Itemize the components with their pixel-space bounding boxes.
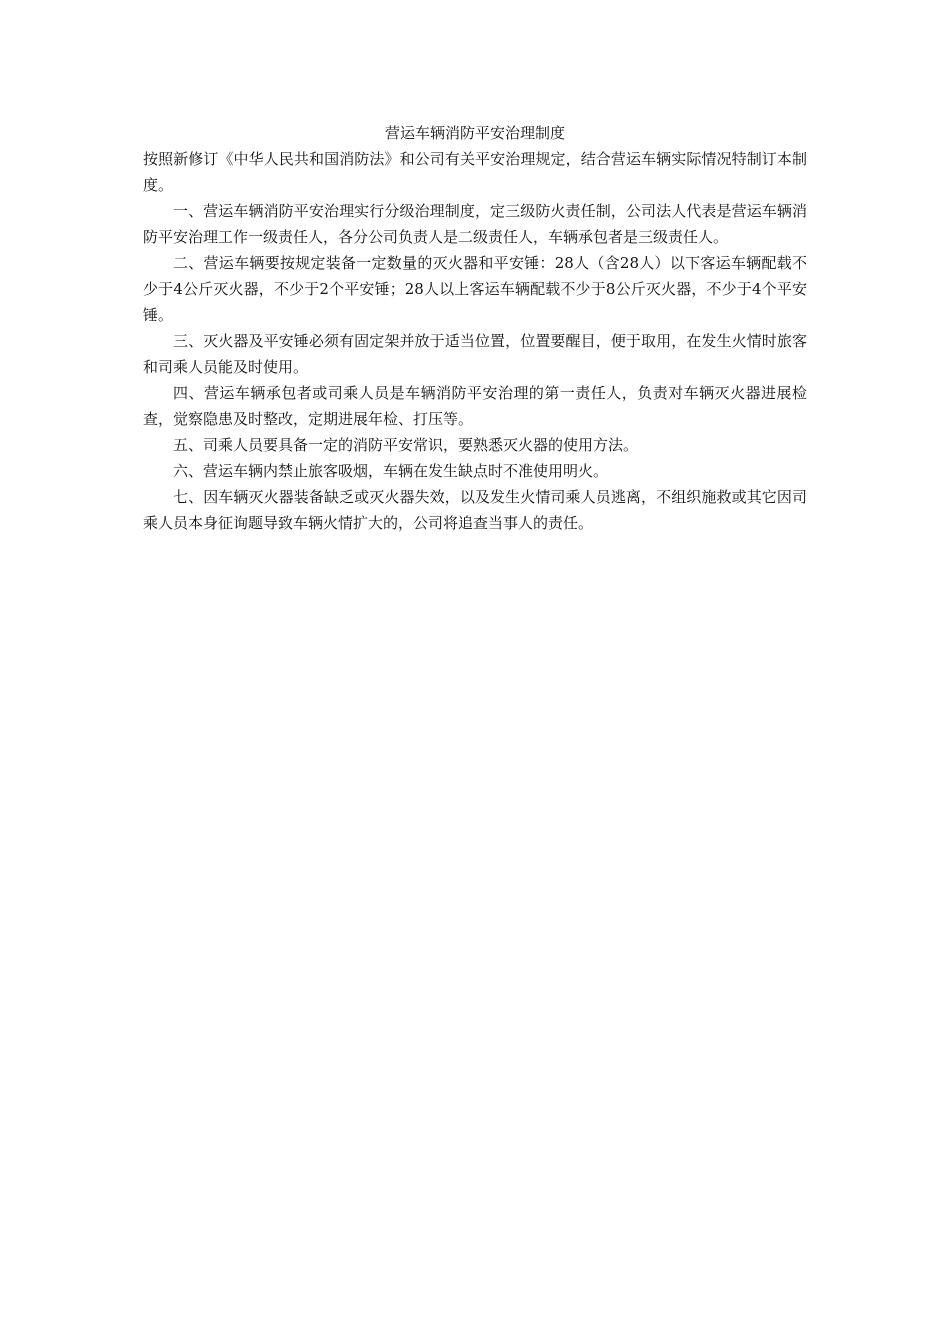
document-page — [143, 120, 807, 536]
clause-3: 三、灭火器及平安锤必须有固定架并放于适当位置，位置要醒目，便于取用，在发生火情时旅客和司乘人员能及时使用。 — [143, 332, 807, 376]
clause-7: 七、因车辆灭火器装备缺乏或灭火器失效，以及发生火情司乘人员逃离，不组织施救或其它因司乘人员本身征询题导致车辆火情扩大的，公司将追查当事人的责任。 — [143, 488, 807, 532]
intro-paragraph: 按照新修订《中华人民共和国消防法》和公司有关平安治理规定，结合营运车辆实际情况特制订本制度。 — [143, 150, 807, 194]
clause-6: 六、营运车辆内禁止旅客吸烟，车辆在发生缺点时不准使用明火。 — [173, 462, 609, 480]
clause-2: 二、营运车辆要按规定装备一定数量的灭火器和平安锤：28人（含28人）以下客运车辆配载不少于4公斤灭火器，不少于2个平安锤；28人以上客运车辆配载不少于8公斤灭火器，不少于4个平安锤。 — [143, 254, 807, 324]
clause-4: 四、营运车辆承包者或司乘人员是车辆消防平安治理的第一责任人，负责对车辆灭火器进展检查，觉察隐患及时整改，定期进展年检、打压等。 — [143, 384, 807, 428]
clause-1: 一、营运车辆消防平安治理实行分级治理制度，定三级防火责任制，公司法人代表是营运车辆消防平安治理工作一级责任人，各分公司负责人是二级责任人，车辆承包者是三级责任人。 — [143, 202, 807, 246]
clause-5: 五、司乘人员要具备一定的消防平安常识，要熟悉灭火器的使用方法。 — [173, 436, 639, 454]
document-title: 营运车辆消防平安治理制度 — [384, 124, 565, 142]
